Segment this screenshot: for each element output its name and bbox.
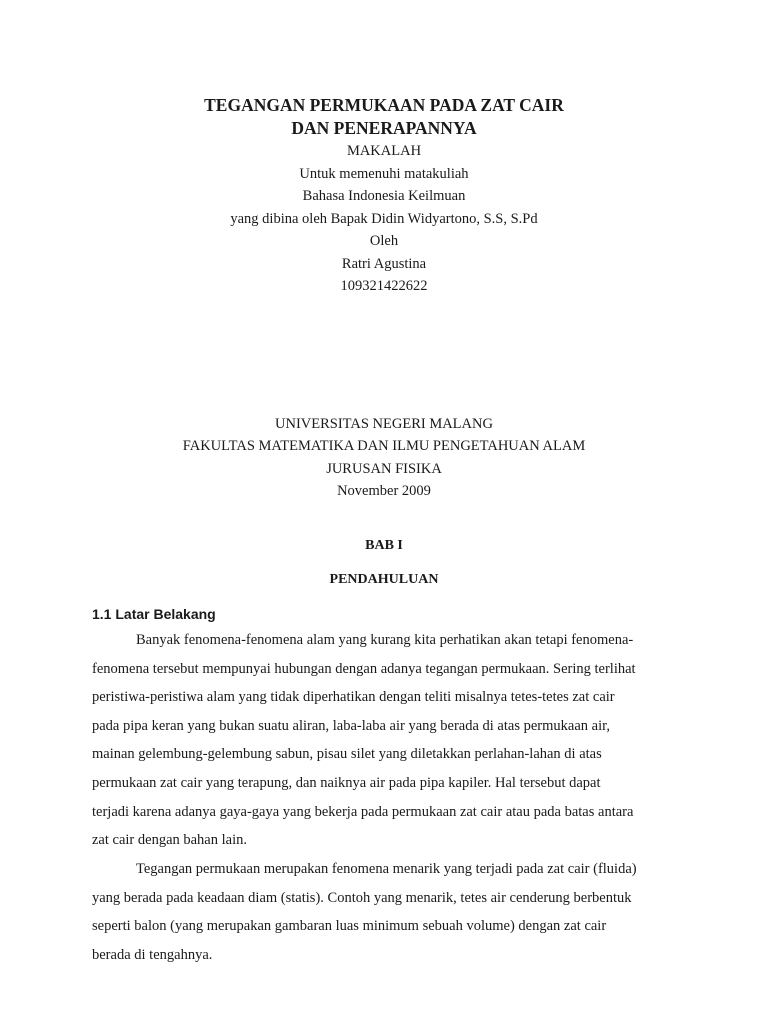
purpose-line: Untuk memenuhi matakuliah: [299, 166, 469, 182]
by-label: Oleh: [369, 233, 399, 249]
paragraph-line: zat cair dengan bahan lain.: [92, 832, 247, 849]
paragraph-line: mainan gelembung-gelembung sabun, pisau silet yang diletakkan perlahan-lahan di atas: [92, 746, 602, 763]
section-heading: 1.1 Latar Belakang: [92, 606, 216, 622]
paragraph-line: Tegangan permukaan merupakan fenomena menarik yang terjadi pada zat cair (fluida): [136, 861, 637, 877]
paragraph-2: [92, 855, 676, 969]
chapter-title: PENDAHULUAN: [329, 572, 439, 587]
lecturer-line: yang dibina oleh Bapak Didin Widyartono, S.S, S.Pd: [230, 211, 538, 227]
paragraph-line: berada di tengahnya.: [92, 946, 213, 963]
author-name: Ratri Agustina: [341, 256, 427, 272]
student-id: 109321422622: [340, 278, 428, 294]
paragraph-line: pada pipa keran yang bukan suatu aliran, laba-laba air yang berada di atas permukaan air,: [92, 717, 610, 734]
paragraph-line: fenomena tersebut mempunyai hubungan dengan adanya tegangan permukaan. Sering terlihat: [92, 660, 636, 677]
paragraph-line: terjadi karena adanya gaya-gaya yang bekerja pada permukaan zat cair atau pada batas antara: [92, 803, 634, 820]
paragraph-line: yang berada pada keadaan diam (statis). Contoh yang menarik, tetes air cenderung berbentuk: [92, 889, 632, 906]
department-name: JURUSAN FISIKA: [326, 461, 442, 477]
course-name: Bahasa Indonesia Keilmuan: [302, 188, 466, 204]
faculty-name: FAKULTAS MATEMATIKA DAN ILMU PENGETAHUAN ALAM: [182, 438, 586, 454]
paragraph-line: peristiwa-peristiwa alam yang tidak diperhatikan dengan teliti misalnya tetes-tetes zat cair: [92, 689, 615, 706]
document-type: MAKALAH: [346, 143, 422, 159]
paragraph-1: [92, 626, 676, 855]
university-name: UNIVERSITAS NEGERI MALANG: [275, 416, 493, 432]
chapter-number: BAB I: [365, 538, 403, 553]
paragraph-line: permukaan zat cair yang terapung, dan naiknya air pada pipa kapiler. Hal tersebut dapat: [92, 774, 601, 791]
document-title-line-1: TEGANGAN PERMUKAAN PADA ZAT CAIR: [204, 95, 564, 115]
document-title-line-2: DAN PENERAPANNYA: [291, 118, 477, 138]
paragraph-line: seperti balon (yang merupakan gambaran luas minimum sebuah volume) dengan zat cair: [92, 918, 607, 935]
paragraph-line: Banyak fenomena-fenomena alam yang kurang kita perhatikan akan tetapi fenomena-: [136, 632, 634, 648]
document-date: November 2009: [337, 483, 431, 499]
